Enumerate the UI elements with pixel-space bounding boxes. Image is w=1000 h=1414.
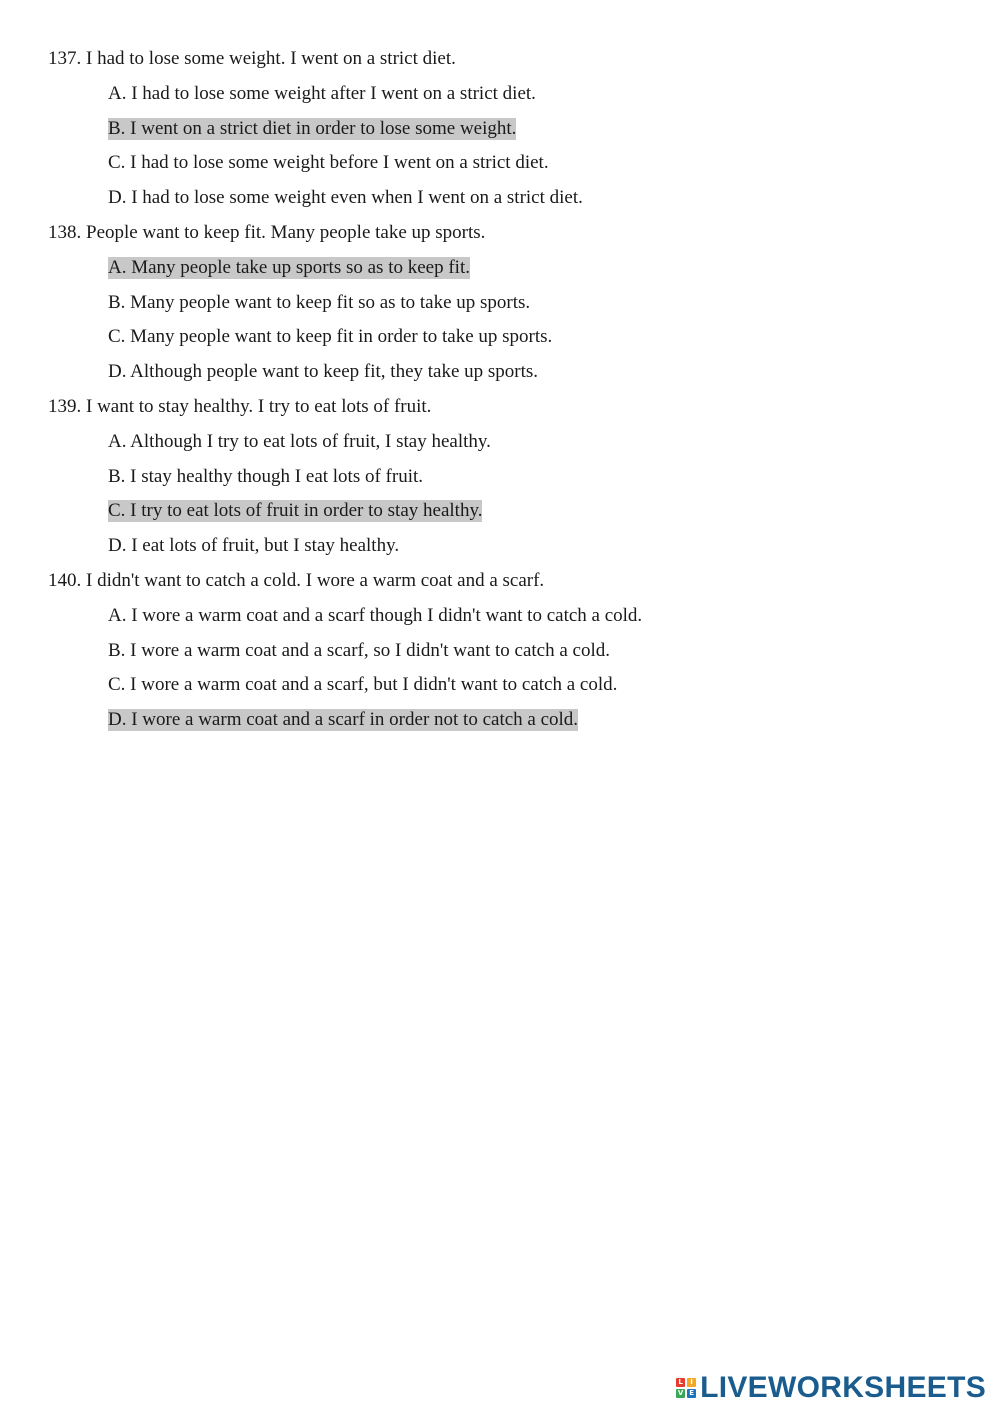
option-text: A. I wore a warm coat and a scarf though I didn't want to catch a cold. — [108, 604, 643, 626]
worksheet — [48, 42, 948, 738]
option-text: A. I had to lose some weight after I went on a strict diet. — [108, 82, 536, 104]
liveworksheets-logo-icon — [676, 1378, 696, 1398]
option-text: D. I had to lose some weight even when I went on a strict diet. — [108, 187, 583, 209]
option-c[interactable] — [48, 494, 948, 529]
liveworksheets-brand[interactable] — [676, 1372, 986, 1404]
option-a[interactable] — [48, 77, 948, 112]
question-prompt: 140. I didn't want to catch a cold. I wore a warm coat and a scarf. — [48, 569, 545, 591]
logo-tile: E — [687, 1389, 696, 1398]
question-prompt: 138. People want to keep fit. Many people take up sports. — [48, 221, 486, 243]
option-text: B. I wore a warm coat and a scarf, so I didn't want to catch a cold. — [108, 639, 610, 661]
option-text: B. I went on a strict diet in order to lose some weight. — [108, 117, 517, 139]
option-text: D. Although people want to keep fit, they take up sports. — [108, 361, 539, 383]
option-text: C. Many people want to keep fit in order to take up sports. — [108, 326, 553, 348]
brand-name: LIVEWORKSHEETS — [700, 1371, 986, 1404]
question-prompt: 137. I had to lose some weight. I went on a strict diet. — [48, 48, 456, 69]
option-text: A. Many people take up sports so as to keep fit. — [108, 256, 470, 278]
option-b[interactable] — [48, 634, 948, 669]
option-c[interactable] — [48, 146, 948, 181]
option-text: D. I wore a warm coat and a scarf in order not to catch a cold. — [108, 709, 579, 731]
option-d[interactable] — [48, 703, 948, 738]
option-b[interactable] — [48, 112, 948, 147]
option-text: C. I had to lose some weight before I went on a strict diet. — [108, 152, 549, 174]
logo-tile: L — [676, 1378, 685, 1387]
option-text: A. Although I try to eat lots of fruit, I stay healthy. — [108, 430, 491, 452]
question-139 — [48, 390, 948, 564]
question-140 — [48, 564, 948, 738]
question-137 — [48, 42, 948, 216]
question-138 — [48, 216, 948, 390]
logo-tile: I — [687, 1378, 696, 1387]
option-d[interactable] — [48, 181, 948, 216]
option-d[interactable] — [48, 355, 948, 390]
options-list — [48, 251, 948, 390]
option-text: C. I wore a warm coat and a scarf, but I didn't want to catch a cold. — [108, 674, 618, 696]
option-c[interactable] — [48, 668, 948, 703]
option-b[interactable] — [48, 460, 948, 495]
options-list — [48, 599, 948, 738]
option-d[interactable] — [48, 529, 948, 564]
option-c[interactable] — [48, 320, 948, 355]
option-text: C. I try to eat lots of fruit in order to stay healthy. — [108, 500, 483, 522]
option-a[interactable] — [48, 251, 948, 286]
option-a[interactable] — [48, 599, 948, 634]
logo-tile: V — [677, 1389, 684, 1397]
options-list — [48, 425, 948, 564]
option-text: B. I stay healthy though I eat lots of fruit. — [108, 465, 424, 487]
question-prompt: 139. I want to stay healthy. I try to eat lots of fruit. — [48, 395, 432, 417]
option-text: D. I eat lots of fruit, but I stay healthy. — [108, 535, 400, 557]
option-b[interactable] — [48, 286, 948, 321]
option-text: B. Many people want to keep fit so as to take up sports. — [108, 291, 531, 313]
option-a[interactable] — [48, 425, 948, 460]
options-list — [48, 77, 948, 216]
